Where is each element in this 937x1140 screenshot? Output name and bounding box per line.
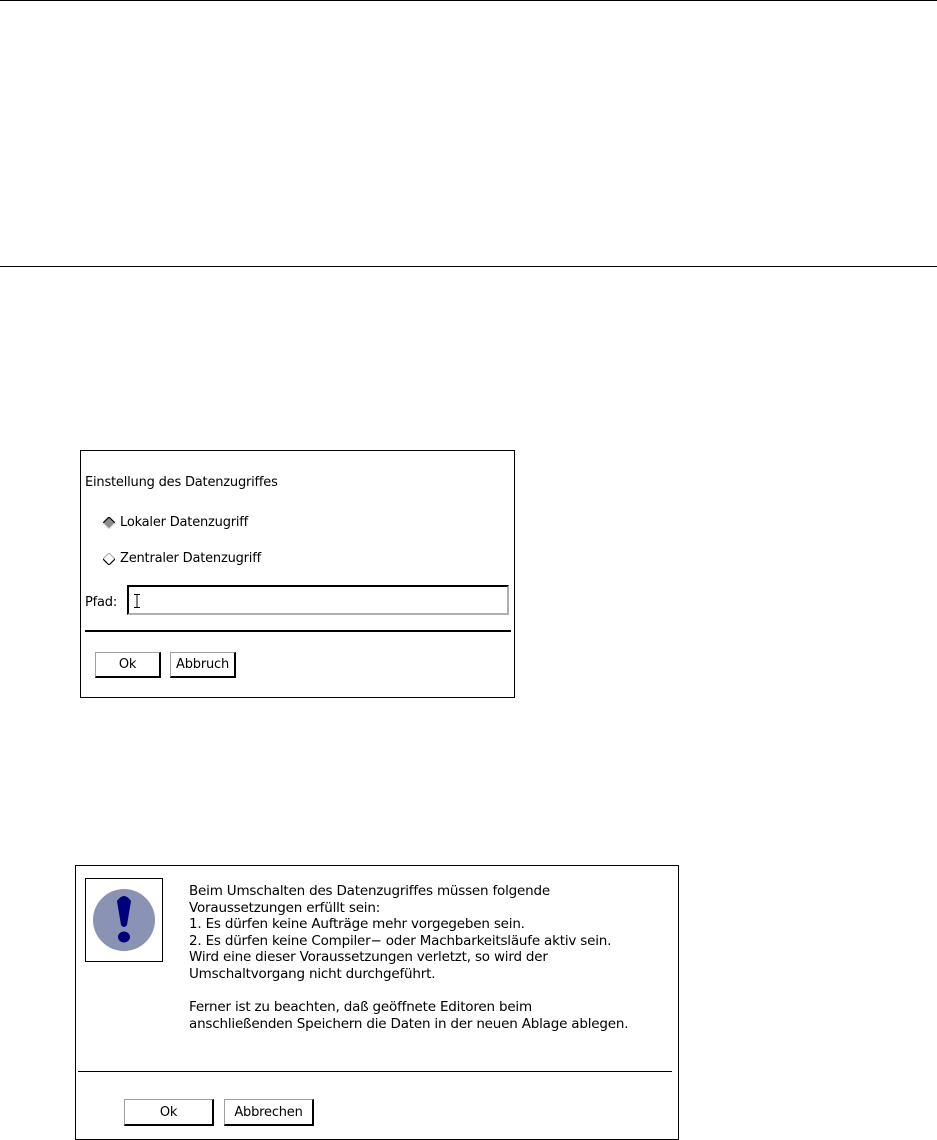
message-line: Wird eine dieser Voraussetzungen verletzt, so wird der <box>189 949 548 966</box>
radio-label: Zentraler Datenzugriff <box>120 551 261 566</box>
section-divider <box>0 266 937 267</box>
message-line: 2. Es dürfen keine Compiler− oder Machbarkeitsläufe aktiv sein. <box>189 932 612 949</box>
warning-message <box>189 883 674 1032</box>
warning-icon-frame <box>85 878 163 962</box>
dialog-title: Einstellung des Datenzugriffes <box>85 475 278 490</box>
message-line: Beim Umschalten des Datenzugriffes müssen folgende <box>189 883 550 899</box>
path-label: Pfad: <box>85 595 118 610</box>
exclamation-icon <box>92 887 156 953</box>
data-access-dialog <box>80 450 515 698</box>
top-divider <box>0 0 937 1</box>
radio-unselected-icon[interactable] <box>103 553 115 565</box>
radio-label: Lokaler Datenzugriff <box>120 515 249 530</box>
warning-dialog <box>75 865 679 1140</box>
cancel-button[interactable]: Abbruch <box>170 652 236 678</box>
message-line: Ferner ist zu beachten, daß geöffnete Editoren beim <box>189 999 532 1016</box>
dialog-separator <box>78 1071 672 1072</box>
message-spacer <box>189 983 674 1000</box>
radio-local-access[interactable] <box>103 515 248 530</box>
message-line: 1. Es dürfen keine Aufträge mehr vorgegeben sein. <box>189 916 525 933</box>
ok-button[interactable]: Ok <box>95 652 161 678</box>
radio-selected-icon[interactable] <box>103 517 115 529</box>
ok-button[interactable]: Ok <box>124 1099 214 1126</box>
path-input[interactable] <box>127 585 509 615</box>
dialog-separator <box>85 630 511 632</box>
radio-central-access[interactable] <box>103 551 261 566</box>
message-line: anschließenden Speichern die Daten in der neuen Ablage ablegen. <box>189 1015 629 1032</box>
cancel-button[interactable]: Abbrechen <box>224 1099 314 1126</box>
message-line: Voraussetzungen erfüllt sein: <box>189 899 381 916</box>
message-line: Umschaltvorgang nicht durchgeführt. <box>189 965 436 982</box>
